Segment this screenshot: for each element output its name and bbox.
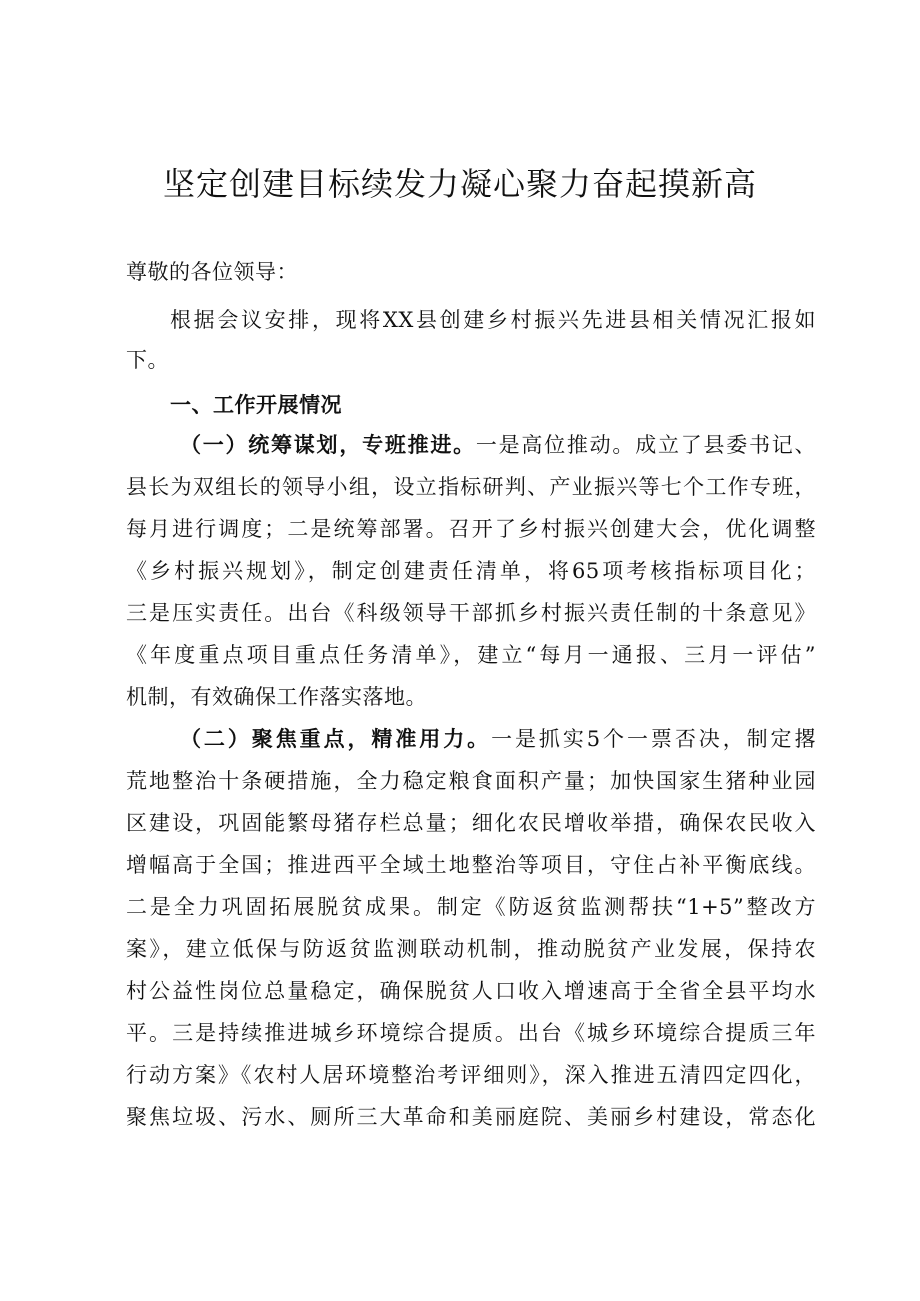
salutation: 尊敬的各位领导： xyxy=(126,260,298,284)
document-title: 坚定创建目标续发力凝心聚力奋起摸新高 xyxy=(162,165,757,203)
paragraph-first-line xyxy=(180,724,816,754)
paragraph-line: 平。三是持续推进城乡环境综合提质。出台《城乡环境综合提质三年 xyxy=(126,1021,816,1045)
intro-line: 根据会议安排，现将XX县创建乡村振兴先进县相关情况汇报如 xyxy=(170,308,816,332)
paragraph-line: 机制，有效确保工作落实落地。 xyxy=(126,685,427,709)
paragraph-line: 村公益性岗位总量稳定，确保脱贫人口收入增速高于全省全县平均水 xyxy=(126,979,816,1003)
paragraph-heading: （一）统筹谋划，专班推进。 xyxy=(180,433,476,457)
paragraph-line: 行动方案》《农村人居环境整治考评细则》，深入推进五清四定四化， xyxy=(126,1063,816,1087)
paragraph-line: 区建设，巩固能繁母猪存栏总量；细化农民增收举措，确保农民收入 xyxy=(126,811,816,835)
paragraph-first-line xyxy=(180,430,816,460)
paragraph-line: 《年度重点项目重点任务清单》，建立“每月一通报、三月一评估” xyxy=(126,643,816,667)
paragraph-line: 聚焦垃圾、污水、厕所三大革命和美丽庭院、美丽乡村建设，常态化 xyxy=(126,1105,816,1129)
paragraph-line: 案》，建立低保与防返贫监测联动机制，推动脱贫产业发展，保持农 xyxy=(126,937,816,961)
intro-line: 下。 xyxy=(126,348,169,372)
paragraph-line: 县长为双组长的领导小组，设立指标研判、产业振兴等七个工作专班， xyxy=(126,475,816,499)
paragraph-line: 每月进行调度；二是统筹部署。召开了乡村振兴创建大会，优化调整 xyxy=(126,517,816,541)
paragraph-line: 《乡村振兴规划》，制定创建责任清单，将65项考核指标项目化； xyxy=(126,559,816,583)
paragraph-line: 三是压实责任。出台《科级领导干部抓乡村振兴责任制的十条意见》 xyxy=(126,601,816,625)
paragraph-line: 增幅高于全国；推进西平全域土地整治等项目，守住占补平衡底线。 xyxy=(126,853,816,877)
paragraph-text: 一是抓实5个一票否决，制定撂 xyxy=(491,727,816,751)
paragraph-heading: （二）聚焦重点，精准用力。 xyxy=(180,727,492,751)
paragraph-line: 荒地整治十条硬措施，全力稳定粮食面积产量；加快国家生猪种业园 xyxy=(126,769,816,793)
paragraph-text: 一是高位推动。成立了县委书记、 xyxy=(475,433,816,457)
section-heading: 一、工作开展情况 xyxy=(170,393,342,417)
paragraph-line: 二是全力巩固拓展脱贫成果。制定《防返贫监测帮扶“1+5”整改方 xyxy=(126,895,816,919)
